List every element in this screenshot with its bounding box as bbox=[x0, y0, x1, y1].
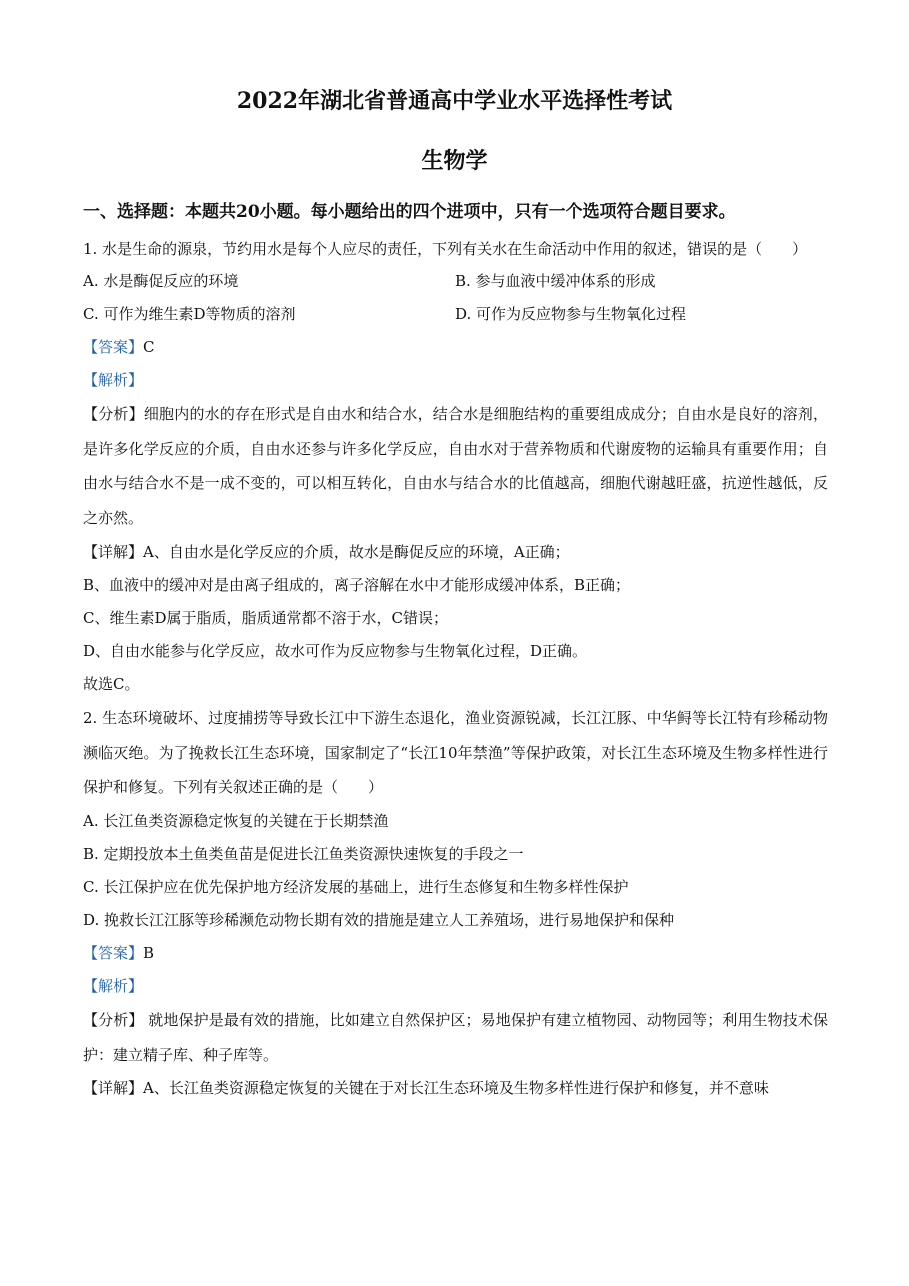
q1-answer-value: C bbox=[143, 338, 155, 356]
detail-label: 【详解】 bbox=[83, 1079, 144, 1098]
q1-option-d: D. 可作为反应物参与生物氧化过程 bbox=[455, 305, 687, 323]
exam-title: 2022年湖北省普通高中学业水平选择性考试 bbox=[236, 88, 673, 114]
analysis-label: 【解析】 bbox=[83, 371, 144, 389]
q1-option-b: B. 参与血液中缓冲体系的形成 bbox=[455, 272, 656, 290]
fenxi-label: 【分析】 bbox=[83, 1010, 144, 1029]
detail-label: 【详解】 bbox=[83, 542, 144, 561]
q1-option-a: A. 水是酶促反应的环境 bbox=[83, 272, 239, 290]
q1-detail-b: B、血液中的缓冲对是由离子组成的，离子溶解在水中才能形成缓冲体系，B正确； bbox=[83, 575, 631, 594]
q2-option-a: A. 长江鱼类资源稳定恢复的关键在于长期禁渔 bbox=[83, 811, 389, 830]
q2-option-d: D. 挽救长江江豚等珍稀濒危动物长期有效的措施是建立人工养殖场，进行易地保护和保种 bbox=[83, 910, 675, 929]
q1-answer bbox=[83, 331, 828, 364]
q1-option-c: C. 可作为维生素D等物质的溶剂 bbox=[83, 305, 296, 323]
q2-fenxi bbox=[83, 1003, 828, 1072]
q2-option-c: C. 长江保护应在优先保护地方经济发展的基础上，进行生态修复和生物多样性保护 bbox=[83, 877, 629, 896]
q2-fenxi-text: 就地保护是最有效的措施，比如建立自然保护区；易地保护有建立植物园、动物园等；利用生物技术保护：建立精子库、种子库等。 bbox=[83, 1010, 828, 1064]
q1-fenxi bbox=[83, 397, 828, 536]
q1-conclusion: 故选C。 bbox=[83, 674, 140, 693]
q1-detail-d: D、自由水能参与化学反应，故水可作为反应物参与生物氧化过程，D正确。 bbox=[83, 641, 588, 660]
q1-analysis-label bbox=[83, 364, 828, 397]
q2-analysis-label bbox=[83, 970, 828, 1003]
q2-detail-a bbox=[83, 1072, 828, 1105]
q1-detail-c: C、维生素D属于脂质，脂质通常都不溶于水，C错误； bbox=[83, 608, 448, 627]
q1-fenxi-text: 细胞内的水的存在形式是自由水和结合水，结合水是细胞结构的重要组成成分；自由水是良好的溶剂，是许多化学反应的介质，自由水还参与许多化学反应，自由水对于营养物质和代谢废物的运输具有重要作用；自由水与结合水不是一成不变的，可以相互转化，自由水与结合水的比值越高，细胞代谢越旺盛，抗逆性越低，反之亦然。 bbox=[83, 405, 828, 528]
q2-option-b: B. 定期投放本土鱼类鱼苗是促进长江鱼类资源快速恢复的手段之一 bbox=[83, 844, 524, 863]
analysis-label: 【解析】 bbox=[83, 976, 144, 995]
q1-detail-a bbox=[83, 536, 828, 569]
q2-answer bbox=[83, 937, 828, 970]
fenxi-label: 【分析】 bbox=[83, 405, 144, 423]
q2-answer-value: B bbox=[143, 943, 155, 962]
subject-title: 生物学 bbox=[421, 148, 488, 174]
q1-stem: 1. 水是生命的源泉，节约用水是每个人应尽的责任，下列有关水在生命活动中作用的叙述，错误的是（ ） bbox=[83, 240, 808, 258]
questions-content bbox=[83, 233, 828, 1105]
q1-detail-a-text: A、自由水是化学反应的介质，故水是酶促反应的环境，A正确； bbox=[143, 542, 570, 561]
q1-options-row-1 bbox=[83, 265, 828, 298]
q2-stem: 2. 生态环境破坏、过度捕捞等导致长江中下游生态退化，渔业资源锐减，长江江豚、中华鲟等长江特有珍稀动物濒临灭绝。为了挽救长江生态环境，国家制定了“长江10年禁渔”等保护政策，对长江生态环境及生物多样性进行保护和修复。下列有关叙述正确的是（ ） bbox=[83, 708, 828, 797]
answer-label: 【答案】 bbox=[83, 338, 144, 356]
q2-detail-a-text: A、长江鱼类资源稳定恢复的关键在于对长江生态环境及生物多样性进行保护和修复，并不意味 bbox=[143, 1079, 769, 1098]
q1-options-row-2 bbox=[83, 298, 828, 331]
answer-label: 【答案】 bbox=[83, 943, 144, 962]
section-heading: 一、选择题：本题共20小题。每小题给出的四个进项中，只有一个选项符合题目要求。 bbox=[83, 202, 736, 222]
